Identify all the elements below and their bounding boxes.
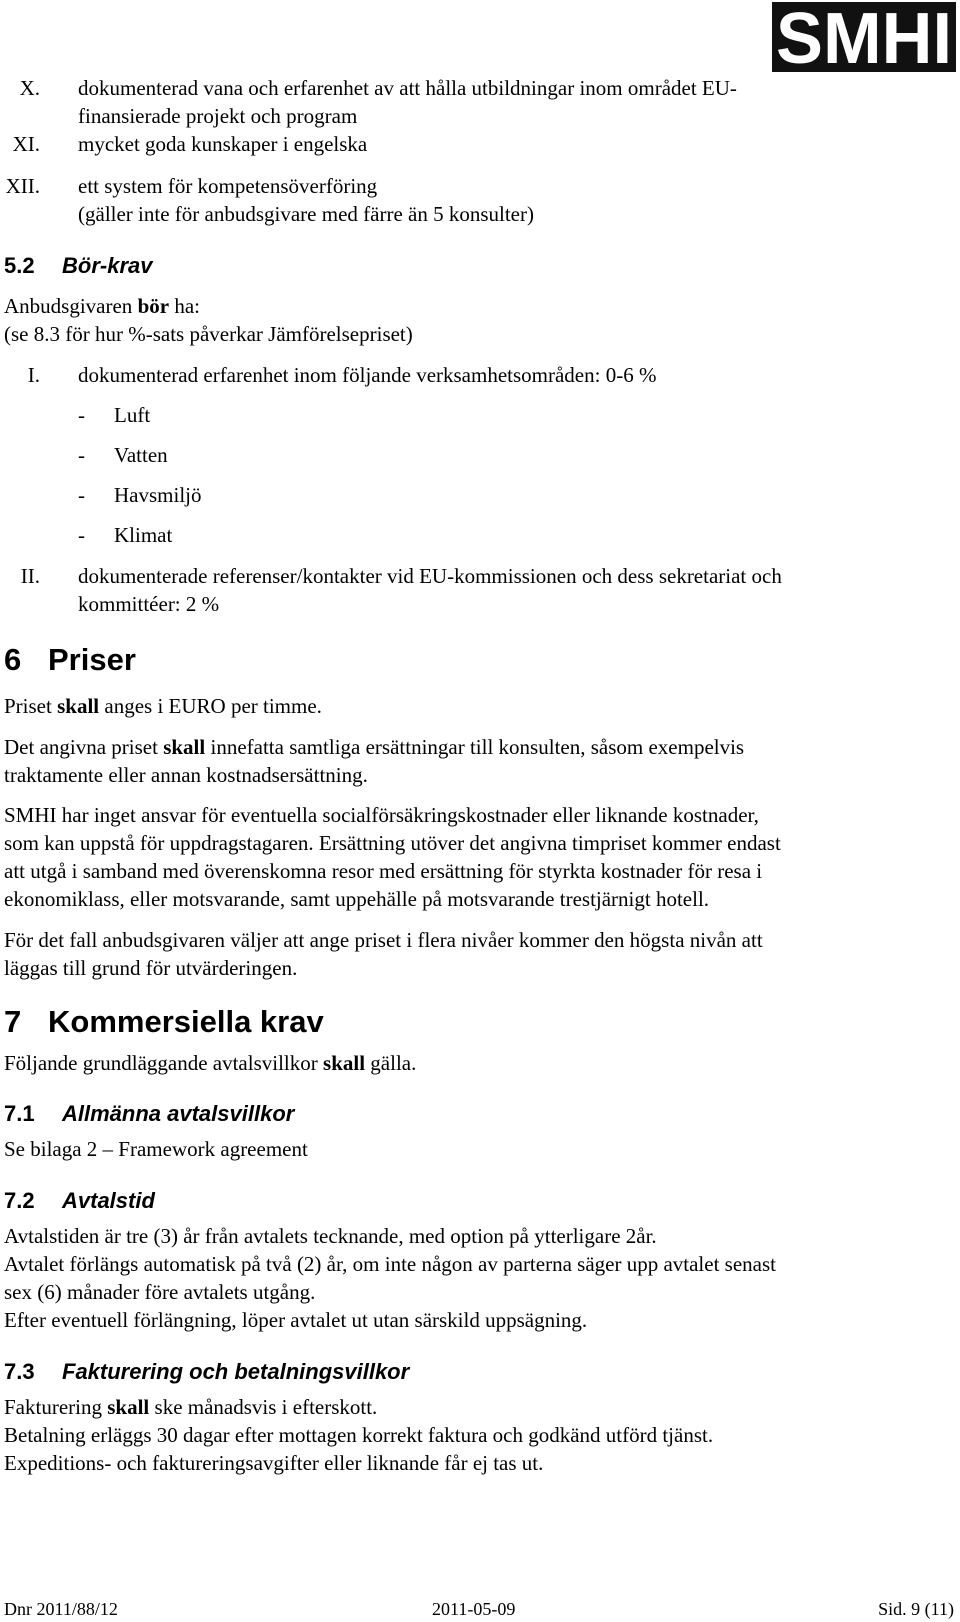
paragraph: Avtalstiden är tre (3) år från avtalets tecknande, med option på ytterligare 2år. [4,1224,657,1248]
list-item-xii-line1: ett system för kompetensöverföring [78,174,378,198]
logo-text: SMHI [776,2,952,72]
paragraph: ekonomiklass, eller motsvarande, samt uppehälle på motsvarande trestjärnigt hotell. [4,887,710,911]
paragraph: Avtalet förlängs automatisk på två (2) år, om inte någon av parterna säger upp avtalet senast [4,1252,776,1276]
list-item-x-line1: dokumenterad vana och erfarenhet av att hålla utbildningar inom området EU- [78,76,737,100]
paragraph: (se 8.3 för hur %-sats påverkar Jämförelsepriset) [4,322,413,346]
heading-7-3: 7.3 Fakturering och betalningsvillkor [4,1359,410,1384]
paragraph: Anbudsgivaren bör ha: [4,294,200,318]
paragraph: SMHI har inget ansvar för eventuella socialförsäkringskostnader eller liknande kostnader, [4,803,759,827]
list-item-i: dokumenterad erfarenhet inom följande verksamhetsområden: 0-6 % [78,363,657,387]
paragraph: Se bilaga 2 – Framework agreement [4,1137,308,1161]
paragraph: Det angivna priset skall innefatta samtliga ersättningar till konsulten, såsom exempelvis [4,735,745,759]
list-item-x-line2: finansierade projekt och program [78,104,358,128]
list-item-xii-line2: (gäller inte för anbudsgivare med färre än 5 konsulter) [78,202,534,226]
paragraph: Expeditions- och faktureringsavgifter eller liknande får ej tas ut. [4,1451,544,1475]
paragraph: som kan uppstå för uppdragstagaren. Ersättning utöver det angivna timpriset kommer endast [4,831,781,855]
paragraph: sex (6) månader före avtalets utgång. [4,1280,316,1304]
dash: - [78,483,85,507]
heading-5-2: 5.2 Bör-krav [4,253,153,278]
area-item: Vatten [114,443,168,467]
footer-dnr: Dnr 2011/88/12 [4,1599,118,1619]
heading-6: 6 Priser [4,642,136,677]
paragraph: läggas till grund för utvärderingen. [4,956,298,980]
list-item-xi: mycket goda kunskaper i engelska [78,132,368,156]
paragraph: att utgå i samband med överenskomna resor med ersättning för styrkta kostnader för resa i [4,859,763,883]
dash: - [78,443,85,467]
list-num-x: X. [19,76,40,100]
area-item: Luft [114,403,151,427]
heading-7: 7 Kommersiella krav [4,1004,324,1039]
list-item-ii-line1: dokumenterade referenser/kontakter vid EU-kommissionen och dess sekretariat och [78,564,782,588]
footer-page: Sid. 9 (11) [878,1599,954,1619]
area-item: Klimat [114,523,173,547]
paragraph: Betalning erläggs 30 dagar efter mottagen korrekt faktura och godkänd utförd tjänst. [4,1423,714,1447]
paragraph: traktamente eller annan kostnadsersättning. [4,763,368,787]
area-item: Havsmiljö [114,483,202,507]
heading-7-2: 7.2 Avtalstid [4,1188,155,1213]
paragraph: Följande grundläggande avtalsvillkor skall gälla. [4,1051,417,1075]
paragraph: För det fall anbudsgivaren väljer att ange priset i flera nivåer kommer den högsta nivån att [4,928,763,952]
dash: - [78,403,85,427]
paragraph: Fakturering skall ske månadsvis i efterskott. [4,1395,378,1419]
smhi-logo [772,2,956,72]
paragraph: Efter eventuell förlängning, löper avtalet ut utan särskild uppsägning. [4,1308,588,1332]
dash: - [78,523,85,547]
list-num-i: I. [27,363,40,387]
paragraph: Priset skall anges i EURO per timme. [4,694,322,718]
footer-date: 2011-05-09 [432,1599,516,1619]
list-num-ii: II. [20,564,40,588]
list-num-xii: XII. [5,174,40,198]
list-item-ii-line2: kommittéer: 2 % [78,592,220,616]
list-num-xi: XI. [12,132,40,156]
heading-7-1: 7.1 Allmänna avtalsvillkor [4,1101,295,1126]
